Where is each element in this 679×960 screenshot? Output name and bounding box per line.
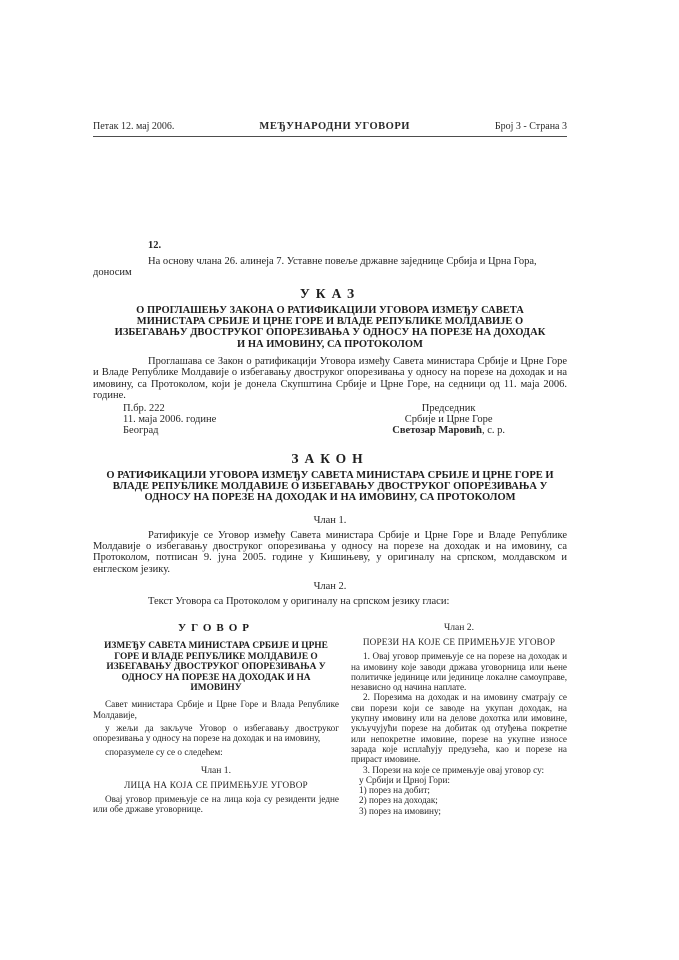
contract-article1-body: Овај уговор примењује се на лица која су резиденти једне или обе државе уговорнице. bbox=[93, 793, 339, 815]
contract-title: ИЗМЕЂУ САВЕТА МИНИСТАРА СРБИЈЕ И ЦРНЕ ГОРЕ И ВЛАДЕ РЕПУБЛИКЕ МОЛДАВИЈЕ О ИЗБЕГАВАЊУ ДВОСТРУКОГ ОПОРЕЗИВАЊА У ОДНОСУ НА ПОРЕЗЕ НА ДОХОДАК И НА ИМОВИНУ bbox=[104, 641, 328, 693]
header-page-number: Број 3 - Страна 3 bbox=[494, 121, 567, 132]
decree-preamble-closing: доносим bbox=[93, 267, 132, 279]
gazette-title: МЕЂУНАРОДНИ УГОВОРИ bbox=[259, 121, 410, 132]
contract-article2-paragraph: 1. Овај уговор примењује се на порезе на доходак и на имовину које заводи држава уговорница или њене политичке јединице или јединице локалне самоуправе, независно од начина наплате. bbox=[351, 651, 567, 693]
signer-title: Председник bbox=[421, 403, 476, 415]
signature-block bbox=[93, 403, 567, 437]
signer-name-line bbox=[392, 425, 505, 436]
law-article1-body: Ратификује се Уговор између Савета министара Србије и Црне Горе и Владе Републике Молдавије о избегавању двоструког опорезивања у односу на порезе на доходак и на имовину, са Протоколом, потписан 9. јуна 2005. године у Кишињеву, у оригиналу на српском, молдавском и енглеском језику. bbox=[93, 530, 567, 575]
tax-list-item: 3) порез на имовину; bbox=[359, 805, 441, 816]
tax-list-item: 1) порез на добит; bbox=[359, 785, 430, 796]
contract-article1-title: ЛИЦА НА КОЈА СЕ ПРИМЕЊУЈЕ УГОВОР bbox=[124, 779, 308, 790]
contract-article2-paragraph: 2. Порезима на доходак и на имовину сматрају се сви порези који се заводе на укупан доходак, на укупну имовину или на делове дохотка или имовине, укључујући порезе на добитак од отуђења покретне или непокретне имовине, порезе на укупне износе зарада које исплаћују предузећа, као и порезе на прираст имовине. bbox=[351, 692, 567, 765]
signature-ref-number: П.бр. 222 bbox=[123, 403, 165, 415]
signer-name: Светозар Маровић bbox=[392, 425, 482, 437]
contract-article2-label: Члан 2. bbox=[443, 622, 474, 634]
signer-suffix: , с. р. bbox=[481, 425, 505, 437]
tax-list-item: 2) порез на доходак; bbox=[359, 795, 438, 806]
header-date: Петак 12. мај 2006. bbox=[93, 121, 175, 132]
law-article2-label: Члан 2. bbox=[313, 580, 347, 592]
contract-column-left bbox=[93, 622, 339, 816]
page-content bbox=[93, 121, 567, 816]
law-heading: ЗАКОН bbox=[291, 450, 369, 466]
law-article1-label: Члан 1. bbox=[313, 514, 347, 526]
jurisdiction-intro: у Србији и Црној Гори: bbox=[359, 774, 450, 785]
signer-org: Србије и Црне Горе bbox=[404, 414, 493, 426]
signature-date: 11. маја 2006. године bbox=[123, 414, 217, 426]
contract-preamble-paragraph: у жељи да закључе Уговор о избегавању двоструког опорезивања у односу на порезе на доходак и на имовину, bbox=[93, 722, 339, 744]
contract-article2-paragraph: 3. Порези на које се примењује овај уговор су: bbox=[363, 764, 545, 775]
decree-title: О ПРОГЛАШЕЊУ ЗАКОНА О РАТИФИКАЦИЈИ УГОВОРА ИЗМЕЂУ САВЕТА МИНИСТАРА СРБИЈЕ И ЦРНЕ ГОРЕ И ВЛАДЕ РЕПУБЛИКЕ МОЛДАВИЈЕ О ИЗБЕГАВАЊУ ДВОСТРУКОГ ОПОРЕЗИВАЊА У ОДНОСУ НА ПОРЕЗЕ НА ДОХОДАК И НА ИМОВИНУ, СА ПРОТОКОЛОМ bbox=[114, 304, 546, 350]
page-header bbox=[93, 121, 567, 137]
contract-columns bbox=[93, 622, 567, 816]
contract-preamble-paragraph: споразумеле су се о следећем: bbox=[105, 746, 223, 757]
item-number: 12. bbox=[148, 240, 162, 251]
contract-preamble-paragraph: Савет министара Србије и Црне Горе и Влада Републике Молдавије, bbox=[93, 699, 339, 720]
decree-heading: УКАЗ bbox=[299, 285, 361, 301]
signature-place: Београд bbox=[123, 425, 159, 437]
contract-article2-title: ПОРЕЗИ НА КОЈЕ СЕ ПРИМЕЊУЈЕ УГОВОР bbox=[362, 637, 556, 648]
law-article2-body: Текст Уговора са Протоколом у оригиналу на српском језику гласи: bbox=[148, 596, 450, 608]
contract-heading: УГОВОР bbox=[178, 622, 254, 635]
contract-article1-label: Члан 1. bbox=[200, 764, 231, 776]
contract-column-right bbox=[351, 622, 567, 816]
law-title: О РАТИФИКАЦИЈИ УГОВОРА ИЗМЕЂУ САВЕТА МИНИСТАРА СРБИЈЕ И ЦРНЕ ГОРЕ И ВЛАДЕ РЕПУБЛИКЕ МОЛДАВИЈЕ О ИЗБЕГАВАЊУ ДВОСТРУКОГ ОПОРЕЗИВАЊА У ОДНОСУ НА ПОРЕЗЕ НА ДОХОДАК И НА ИМОВИНУ, СА ПРОТОКОЛОМ bbox=[106, 469, 554, 504]
signature-reference bbox=[123, 403, 216, 437]
decree-body: Проглашава се Закон о ратификацији Уговора између Савета министара Србије и Црне Горе и Владе Републике Молдавије о избегавању двоструког опорезивања у односу на порезе на доходак и на имовину, са Протоколом, који је донела Скупштина Србије и Црне Горе, на седници од 11. маја 2006. године. bbox=[93, 356, 567, 401]
signature-signer bbox=[392, 403, 505, 437]
decree-preamble: На основу члана 26. алинеја 7. Уставне повеље државне заједнице Србија и Црна Гора, bbox=[148, 256, 537, 268]
